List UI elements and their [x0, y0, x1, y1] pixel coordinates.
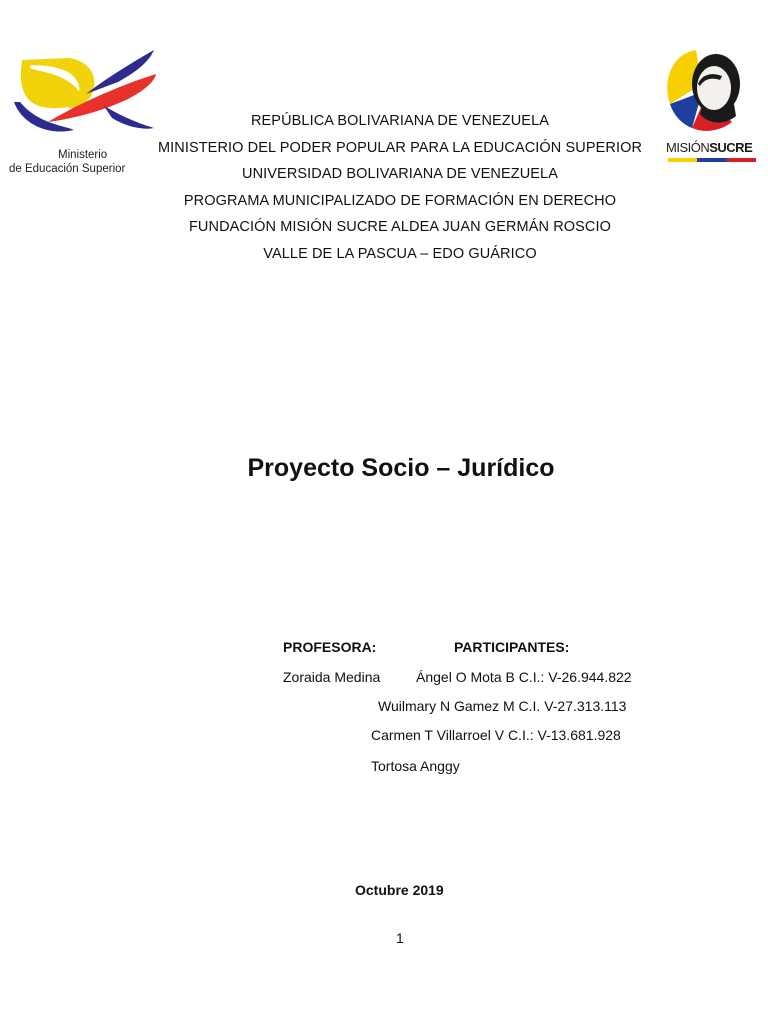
ministry-caption-line2: de Educación Superior	[9, 163, 126, 175]
participants-label: PARTICIPANTES:	[454, 639, 570, 655]
wordmark-mision: MISIÓN	[666, 140, 710, 155]
header-line-location: VALLE DE LA PASCUA – EDO GUÁRICO	[263, 245, 537, 262]
participant-3: Carmen T Villarroel V C.I.: V-13.681.928	[371, 727, 621, 743]
wordmark-sucre: SUCRE	[709, 140, 753, 155]
document-title: Proyecto Socio – Jurídico	[247, 454, 555, 482]
professor-name: Zoraida Medina	[283, 669, 381, 685]
participant-2: Wuilmary N Gamez M C.I. V-27.313.113	[378, 698, 627, 714]
header-line-republic: REPÚBLICA BOLIVARIANA DE VENEZUELA	[250, 113, 550, 129]
ministry-caption-line1: Ministerio	[58, 149, 108, 161]
document-date: Octubre 2019	[355, 882, 444, 898]
institution-header	[100, 108, 700, 267]
participant-4: Tortosa Anggy	[371, 758, 460, 774]
header-line-university: UNIVERSIDAD BOLIVARIANA DE VENEZUELA	[242, 166, 558, 182]
page-number: 1	[396, 930, 404, 946]
header-line-foundation: FUNDACIÓN MISIÓN SUCRE ALDEA JUAN GERMÁN ROSCIO	[188, 219, 612, 235]
header-line-ministry: MINISTERIO DEL PODER POPULAR PARA LA EDUCACIÓN SUPERIOR	[157, 139, 643, 156]
participant-1: Ángel O Mota B C.I.: V-26.944.822	[416, 669, 632, 685]
professor-label: PROFESORA:	[283, 639, 377, 655]
header-line-program: PROGRAMA MUNICIPALIZADO DE FORMACIÓN EN DERECHO	[183, 192, 617, 209]
